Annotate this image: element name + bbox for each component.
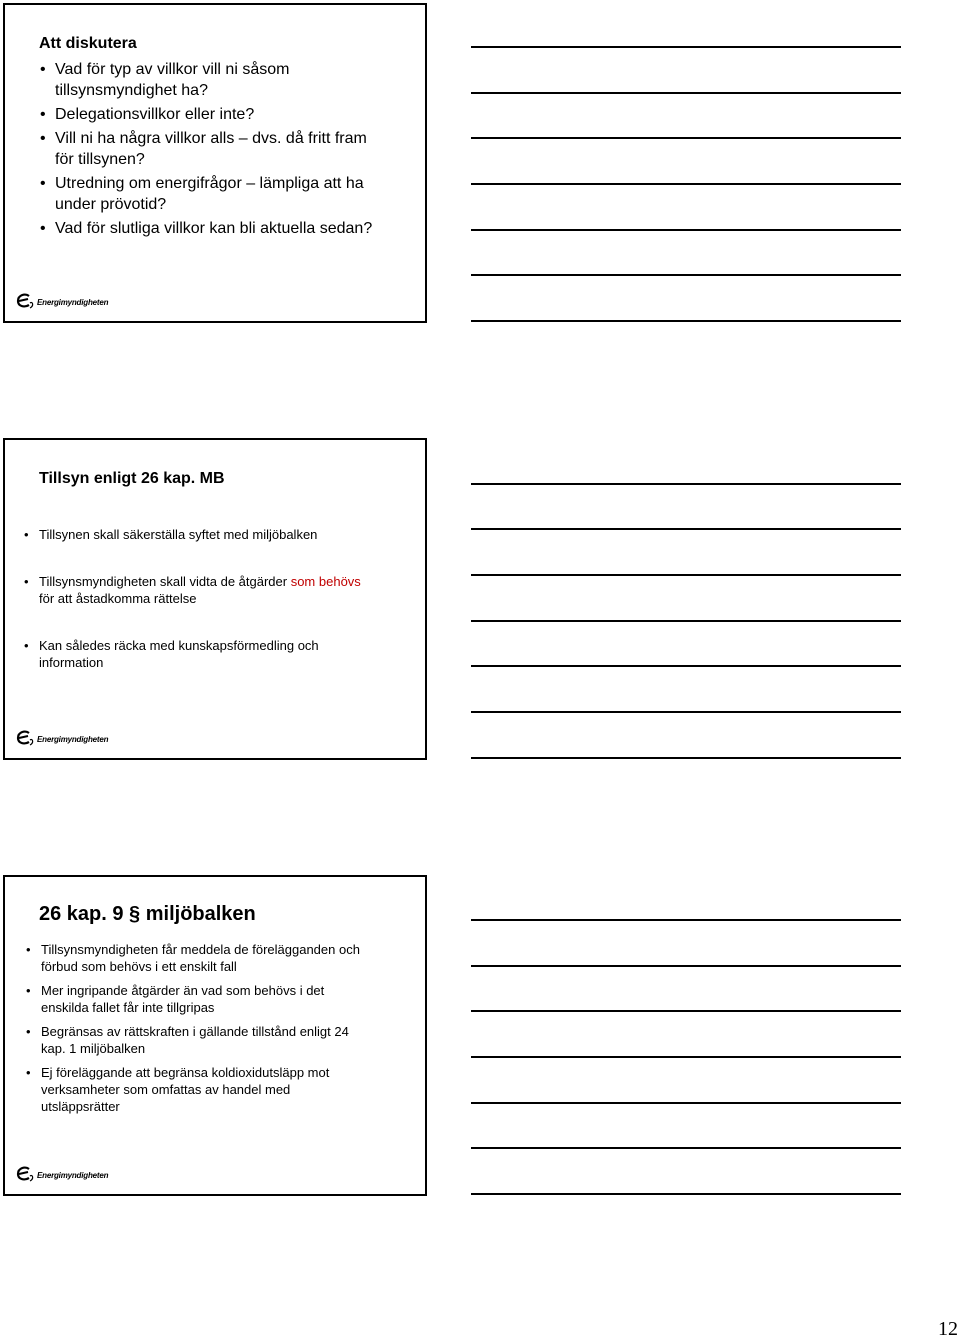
list-item bbox=[24, 526, 369, 543]
list-item bbox=[24, 573, 369, 607]
slide-2 bbox=[3, 438, 427, 760]
note-line bbox=[471, 919, 901, 921]
note-line bbox=[471, 965, 901, 967]
energimyndigheten-logo bbox=[15, 291, 115, 313]
note-line bbox=[471, 574, 901, 576]
note-line bbox=[471, 1010, 901, 1012]
note-line bbox=[471, 757, 901, 759]
note-line bbox=[471, 528, 901, 530]
bullet-icon: • bbox=[26, 942, 31, 957]
logo-text: Energimyndigheten bbox=[37, 735, 109, 744]
list-item bbox=[26, 941, 371, 975]
slide-1-bullet-list bbox=[40, 59, 415, 242]
logo-text: Energimyndigheten bbox=[37, 1171, 109, 1180]
highlighted-text: som behövs bbox=[290, 574, 361, 589]
list-item-line: för tillsynen? bbox=[55, 151, 145, 168]
bullet-icon: • bbox=[40, 130, 46, 147]
page-number: 12 bbox=[938, 1318, 958, 1340]
note-line bbox=[471, 711, 901, 713]
list-item bbox=[40, 128, 415, 170]
slide-2-title: Tillsyn enligt 26 kap. MB bbox=[39, 470, 225, 487]
list-item-text: Tillsynsmyndigheten får meddela de förelägganden och förbud som behövs i ett enskilt fall bbox=[41, 942, 360, 974]
slide-3 bbox=[3, 875, 427, 1196]
note-line bbox=[471, 1056, 901, 1058]
list-item bbox=[40, 218, 415, 239]
slide-1 bbox=[3, 3, 427, 323]
list-item-text: Mer ingripande åtgärder än vad som behövs i det enskilda fallet får inte tillgripas bbox=[41, 983, 325, 1015]
list-item-line: Vad för slutliga villkor kan bli aktuella sedan? bbox=[55, 220, 373, 237]
list-item-text: Kan således räcka med kunskapsförmedling och information bbox=[39, 638, 319, 670]
list-item-line: tillsynsmyndighet ha? bbox=[55, 82, 208, 99]
bullet-icon: • bbox=[40, 220, 46, 237]
slide-3-bullet-list bbox=[26, 941, 371, 1122]
list-item-text: Begränsas av rättskraften i gällande tillstånd enligt 24 kap. 1 miljöbalken bbox=[41, 1024, 349, 1056]
slide-3-title: 26 kap. 9 § miljöbalken bbox=[39, 903, 256, 925]
list-item-text: Ej föreläggande att begränsa koldioxidutsläpp mot verksamheter som omfattas av handel med utsläppsrätter bbox=[41, 1065, 330, 1114]
bullet-icon: • bbox=[24, 574, 29, 589]
list-item bbox=[40, 173, 415, 215]
note-line bbox=[471, 92, 901, 94]
note-line bbox=[471, 46, 901, 48]
bullet-icon: • bbox=[26, 1065, 31, 1080]
note-line bbox=[471, 665, 901, 667]
list-item bbox=[26, 1023, 371, 1057]
note-line bbox=[471, 183, 901, 185]
bullet-icon: • bbox=[40, 61, 46, 78]
bullet-icon: • bbox=[40, 106, 46, 123]
slide-2-bullet-list bbox=[24, 526, 369, 701]
bullet-icon: • bbox=[40, 175, 46, 192]
slide-1-title: Att diskutera bbox=[39, 35, 137, 52]
list-item bbox=[26, 1064, 371, 1115]
logo-e-icon bbox=[15, 1164, 35, 1184]
bullet-icon: • bbox=[26, 1024, 31, 1039]
note-line bbox=[471, 1193, 901, 1195]
list-item-text: Tillsynen skall säkerställa syftet med miljöbalken bbox=[39, 527, 318, 542]
bullet-icon: • bbox=[24, 527, 29, 542]
note-line bbox=[471, 274, 901, 276]
note-line bbox=[471, 1147, 901, 1149]
logo-e-icon bbox=[15, 291, 35, 311]
list-item-text-pre: Tillsynsmyndigheten skall vidta de åtgärder bbox=[39, 574, 291, 589]
note-line bbox=[471, 229, 901, 231]
note-line bbox=[471, 1102, 901, 1104]
logo-text: Energimyndigheten bbox=[37, 298, 109, 307]
list-item-line: Utredning om energifrågor – lämpliga att ha bbox=[55, 175, 364, 192]
list-item-text-post: för att åstadkomma rättelse bbox=[39, 591, 197, 606]
note-line bbox=[471, 483, 901, 485]
list-item-line: Vill ni ha några villkor alls – dvs. då fritt fram bbox=[55, 130, 367, 147]
note-line bbox=[471, 320, 901, 322]
energimyndigheten-logo bbox=[15, 728, 115, 750]
bullet-icon: • bbox=[24, 638, 29, 653]
list-item bbox=[24, 637, 369, 671]
note-line bbox=[471, 620, 901, 622]
list-item-line: under prövotid? bbox=[55, 196, 167, 213]
energimyndigheten-logo bbox=[15, 1164, 115, 1186]
list-item bbox=[40, 59, 415, 101]
bullet-icon: • bbox=[26, 983, 31, 998]
list-item bbox=[26, 982, 371, 1016]
logo-e-icon bbox=[15, 728, 35, 748]
note-line bbox=[471, 137, 901, 139]
list-item-line: Delegationsvillkor eller inte? bbox=[55, 106, 255, 123]
list-item bbox=[40, 104, 415, 125]
list-item-line: Vad för typ av villkor vill ni såsom bbox=[55, 61, 290, 78]
